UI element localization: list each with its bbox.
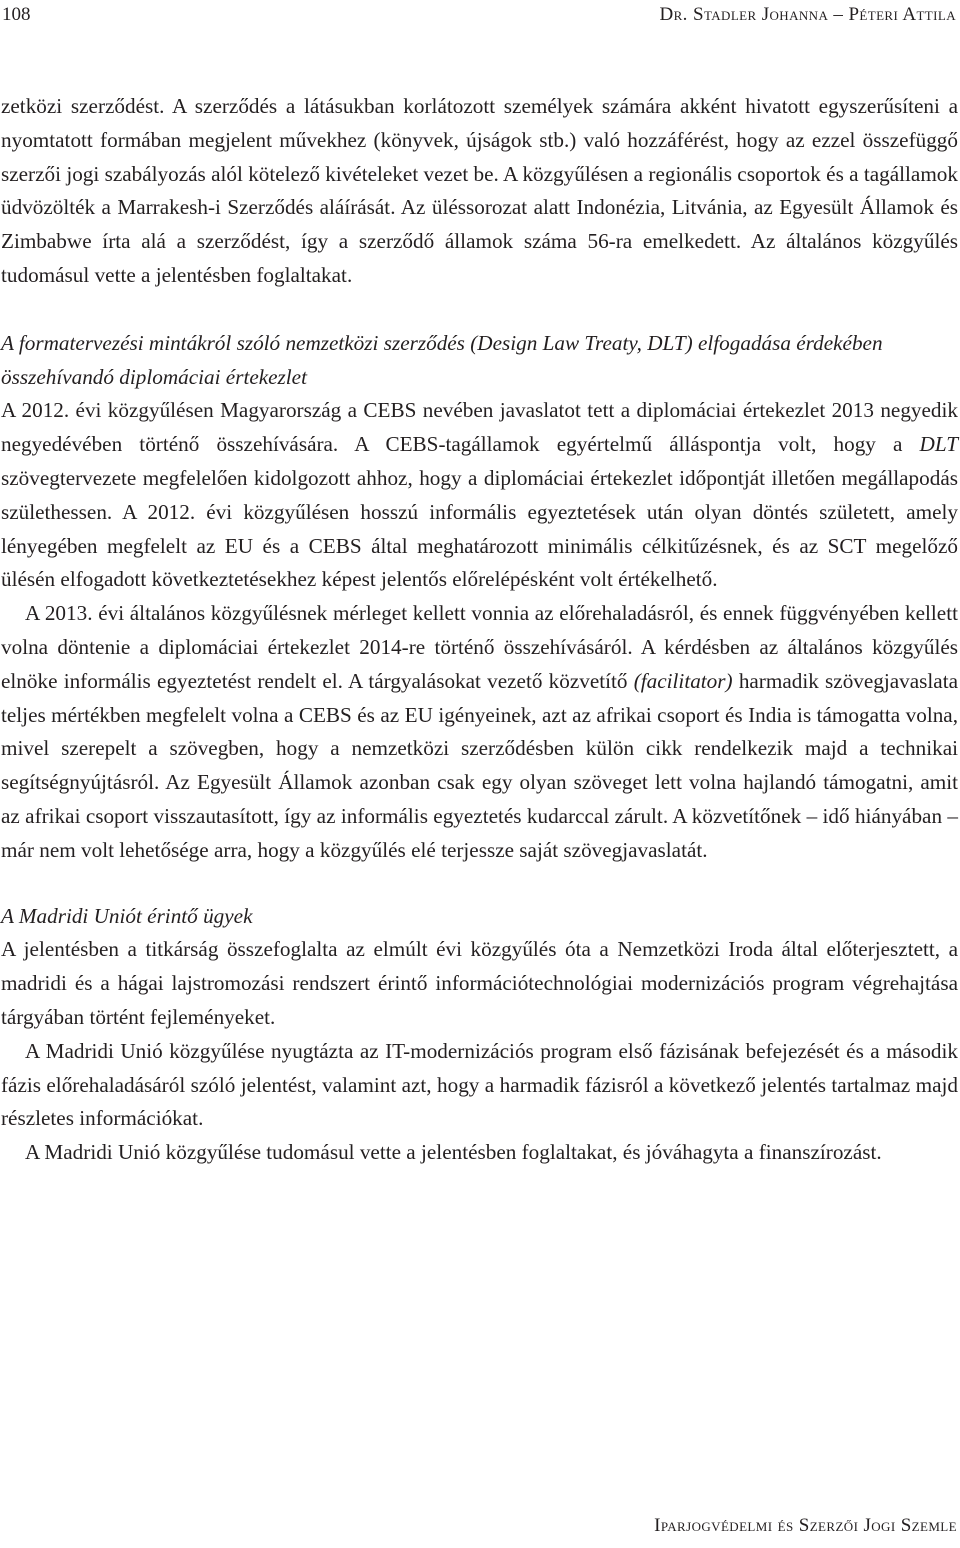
paragraph-text: A 2013. évi általános közgyűlésnek mérleget kellett vonnia az előrehaladásról, és ennek függvényében kellett volna döntenie a diplomáciai értekezlet 2014-re történő összehívásáról. A kérdésben az általános közgyűlés elnöke informális egyeztetést rendelt el. A tárgyalásokat vezető közvetítő xyxy=(1,601,958,693)
paragraph-madrid-report: A jelentésben a titkárság összefoglalta az elmúlt évi közgyűlés óta a Nemzetközi Iroda által előterjesztett, a madridi és a hágai lajstromozási rendszert érintő információtechnológiai modernizációs program végrehajtása tárgyában történt fejleményeket. xyxy=(1,937,958,1029)
paragraph-continuation: zetközi szerződést. A szerződés a látásukban korlátozott személyek számára akként hivatott egyszerűsíteni a nyomtatott formában megjelent művekhez (könyvek, újságok stb.) való hozzáférést, hogy az ezzel összefüggő szerzői jogi szabályozás alól kötelező kivételeket vezet be. A közgyűlésen a regionális csoportok és a tagállamok üdvözölték a Marrakesh-i Szerződés aláírását. Az üléssorozat alatt Indonézia, Litvánia, az Egyesült Államok és Zimbabwe írta alá a szerződést, így a szerződő államok száma 56-ra emelkedett. Az általános közgyűlés tudomásul vette a jelentésben foglaltakat. xyxy=(1,94,958,287)
paragraph-text: harmadik szövegjavaslata teljes mértékben megfelelt volna a CEBS és az EU igényeinek, azt az afrikai csoport és India is támogatta volna, mivel szerepelt a szövegben, hogy a nemzetközi szerződésben külön cikk rendelkezik majd a technikai segítségnyújtásról. Az Egyesült Államok azonban csak egy olyan szöveget lett volna hajlandó támogatni, amit az afrikai csoport visszautasított, így az informális egyeztetés kudarccal zárult. A közvetítőnek – idő hiányában – már nem volt lehetősége arra, hogy a közgyűlés elé terjessze saját szövegjavaslatát. xyxy=(1,668,958,862)
paragraph-madrid-it: A Madridi Unió közgyűlése nyugtázta az IT-modernizációs program első fázisának befejezését és a második fázis előrehaladásáról szóló jelentést, valamint azt, hogy a harmadik fázisról a következő jelentés tartalmaz majd részletes információkat. xyxy=(1,1038,958,1131)
facilitator-term: (facilitator) xyxy=(633,668,733,693)
running-head-authors: Dr. Stadler Johanna – Péteri Attila xyxy=(659,4,956,25)
dlt-abbreviation: DLT xyxy=(919,432,958,457)
section-heading-dlt: A formatervezési mintákról szóló nemzetközi szerződés (Design Law Treaty, DLT) elfogadása érdekében összehívandó diplomáciai értekezlet xyxy=(1,330,883,389)
section-gap xyxy=(1,293,958,327)
paragraph-text: szövegtervezete megfelelően kidolgozott ahhoz, hogy a diplomáciai értekezlet időpontját illetően megállapodás születhessen. A 2012. évi közgyűlésen hosszú informális egyeztetések után olyan döntés született, amely lényegében megfelelt az EU és a CEBS által meghatározott minimális célkitűzésnek, és az SCT megelőző ülésén elfogadott következtetésekhez képest jelentős előrelépésként volt értékelhető. xyxy=(1,465,958,592)
page-number: 108 xyxy=(2,4,31,25)
paragraph-madrid-finance: A Madridi Unió közgyűlése tudomásul vette a jelentésben foglaltakat, és jóváhagyta a finanszírozást. xyxy=(25,1140,882,1165)
paragraph-dlt-2012 xyxy=(1,394,958,597)
page-header xyxy=(0,2,958,28)
body-text xyxy=(1,90,958,1170)
section-gap xyxy=(1,868,958,900)
paragraph-dlt-2013 xyxy=(1,597,958,867)
running-footer-journal: Iparjogvédelmi és Szerzői Jogi Szemle xyxy=(654,1515,957,1536)
paragraph-text: A 2012. évi közgyűlésen Magyarország a CEBS nevében javaslatot tett a diplomáciai értekezlet 2013 negyedik negyedévében történő összehívására. A CEBS-tagállamok egyértelmű álláspontja volt, hogy a xyxy=(1,398,958,457)
section-heading-madrid: A Madridi Uniót érintő ügyek xyxy=(1,903,253,928)
